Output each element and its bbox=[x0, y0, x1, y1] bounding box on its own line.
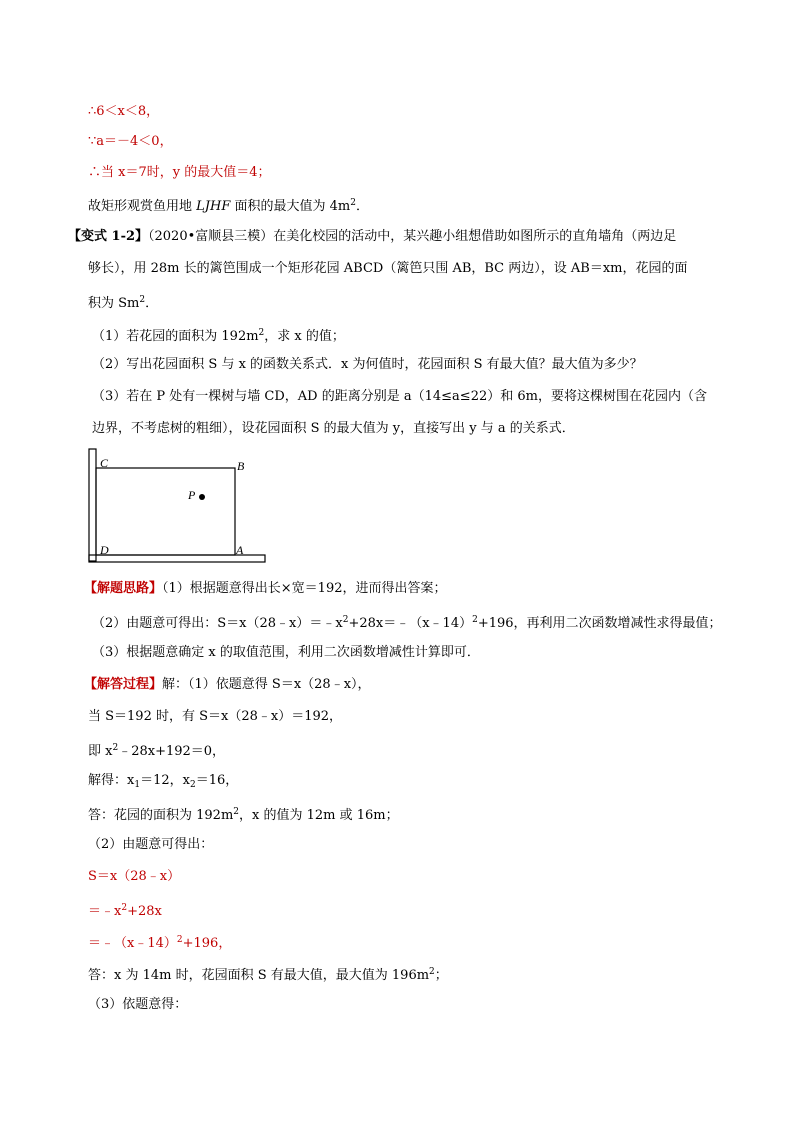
thought-2: （2）由题意可得出：$S=x(28﹣x)=﹣x^2+28x=﹣(x﹣14)^2+196$，再利用二次函数增减性求得最值； bbox=[92, 615, 722, 631]
solution-10: 答：x 为 14m 时，花园面积 S 有最大值，最大值为 $196m^2$； bbox=[88, 967, 448, 983]
wall-vertical bbox=[89, 449, 96, 561]
question-3-line-1: （3）若在 P 处有一棵树与墙 CD，AD 的距离分别是 a（14≤a≤22）和 6m，要将这棵树围在花园内（含 bbox=[92, 389, 707, 404]
solution-4: 解得：$x_1=12$，$x_2=16$， bbox=[88, 773, 239, 790]
solution-8: $=﹣x^2+28x$ bbox=[88, 903, 162, 919]
step-range-x: ∴6＜x＜8， bbox=[88, 104, 160, 119]
problem-line-2: 够长），用 28m 长的篱笆围成一个矩形花园 ABCD（篱笆只围 AB，BC 两边），设 AB＝xm，花园的面 bbox=[88, 261, 688, 276]
question-1: （1）若花园的面积为 $192m^2$，求 x 的值； bbox=[92, 328, 345, 344]
thought-tag: 【解题思路】 bbox=[84, 581, 163, 596]
question-3-line-2: 边界，不考虑树的粗细），设花园面积 S 的最大值为 y，直接写出 y 与 a 的关系式． bbox=[92, 421, 575, 436]
solution-9: ＝﹣（x﹣14）$^2$+196， bbox=[88, 935, 232, 951]
thought-3: （3）根据题意确定 x 的取值范围，利用二次函数增减性计算即可． bbox=[92, 645, 480, 660]
label-d: D bbox=[100, 543, 109, 557]
label-p: P bbox=[188, 488, 196, 502]
garden-rectangle bbox=[96, 468, 235, 555]
step-max-y: ∴当 x＝7时，y 的最大值＝4； bbox=[88, 165, 271, 180]
step-conclusion: 故矩形观赏鱼用地 LJHF 面积的最大值为 $4m^2$． bbox=[88, 198, 369, 214]
problem-line-3: 积为 Sm$^2$． bbox=[88, 295, 159, 311]
solution-5: 答：花园的面积为 $192m^2$，x 的值为 12m 或 16m； bbox=[88, 807, 399, 823]
label-c: C bbox=[100, 456, 109, 470]
solution-7: S＝x（28﹣x） bbox=[88, 869, 181, 884]
solution-11: （3）依题意得： bbox=[88, 997, 188, 1012]
thought-1: 【解题思路】（1）根据题意得出长×宽＝192，进而得出答案； bbox=[84, 581, 447, 596]
garden-diagram bbox=[88, 448, 268, 568]
solution-6: （2）由题意可得出： bbox=[88, 837, 214, 852]
solution-tag: 【解答过程】 bbox=[84, 677, 163, 692]
solution-2: 当 S＝192 时，有 S＝x（28﹣x）＝192， bbox=[88, 709, 343, 724]
step-a-negative: ∵a＝－4＜0， bbox=[88, 134, 173, 149]
label-a: A bbox=[236, 543, 244, 557]
problem-tag: 【变式 1-2】 bbox=[68, 229, 149, 244]
problem-line-1: 【变式 1-2】（2020•富顺县三模）在美化校园的活动中，某兴趣小组想借助如图所示的直角墙角（两边足 bbox=[68, 229, 677, 244]
question-2: （2）写出花园面积 S 与 x 的函数关系式．x 为何值时，花园面积 S 有最大值？最大值为多少？ bbox=[92, 357, 643, 372]
tree-point bbox=[199, 494, 205, 500]
solution-1: 【解答过程】解：（1）依题意得 S＝x（28﹣x）， bbox=[84, 677, 371, 692]
solution-3: 即 $x^2﹣28x+192=0$， bbox=[88, 743, 226, 759]
label-b: B bbox=[237, 459, 245, 473]
